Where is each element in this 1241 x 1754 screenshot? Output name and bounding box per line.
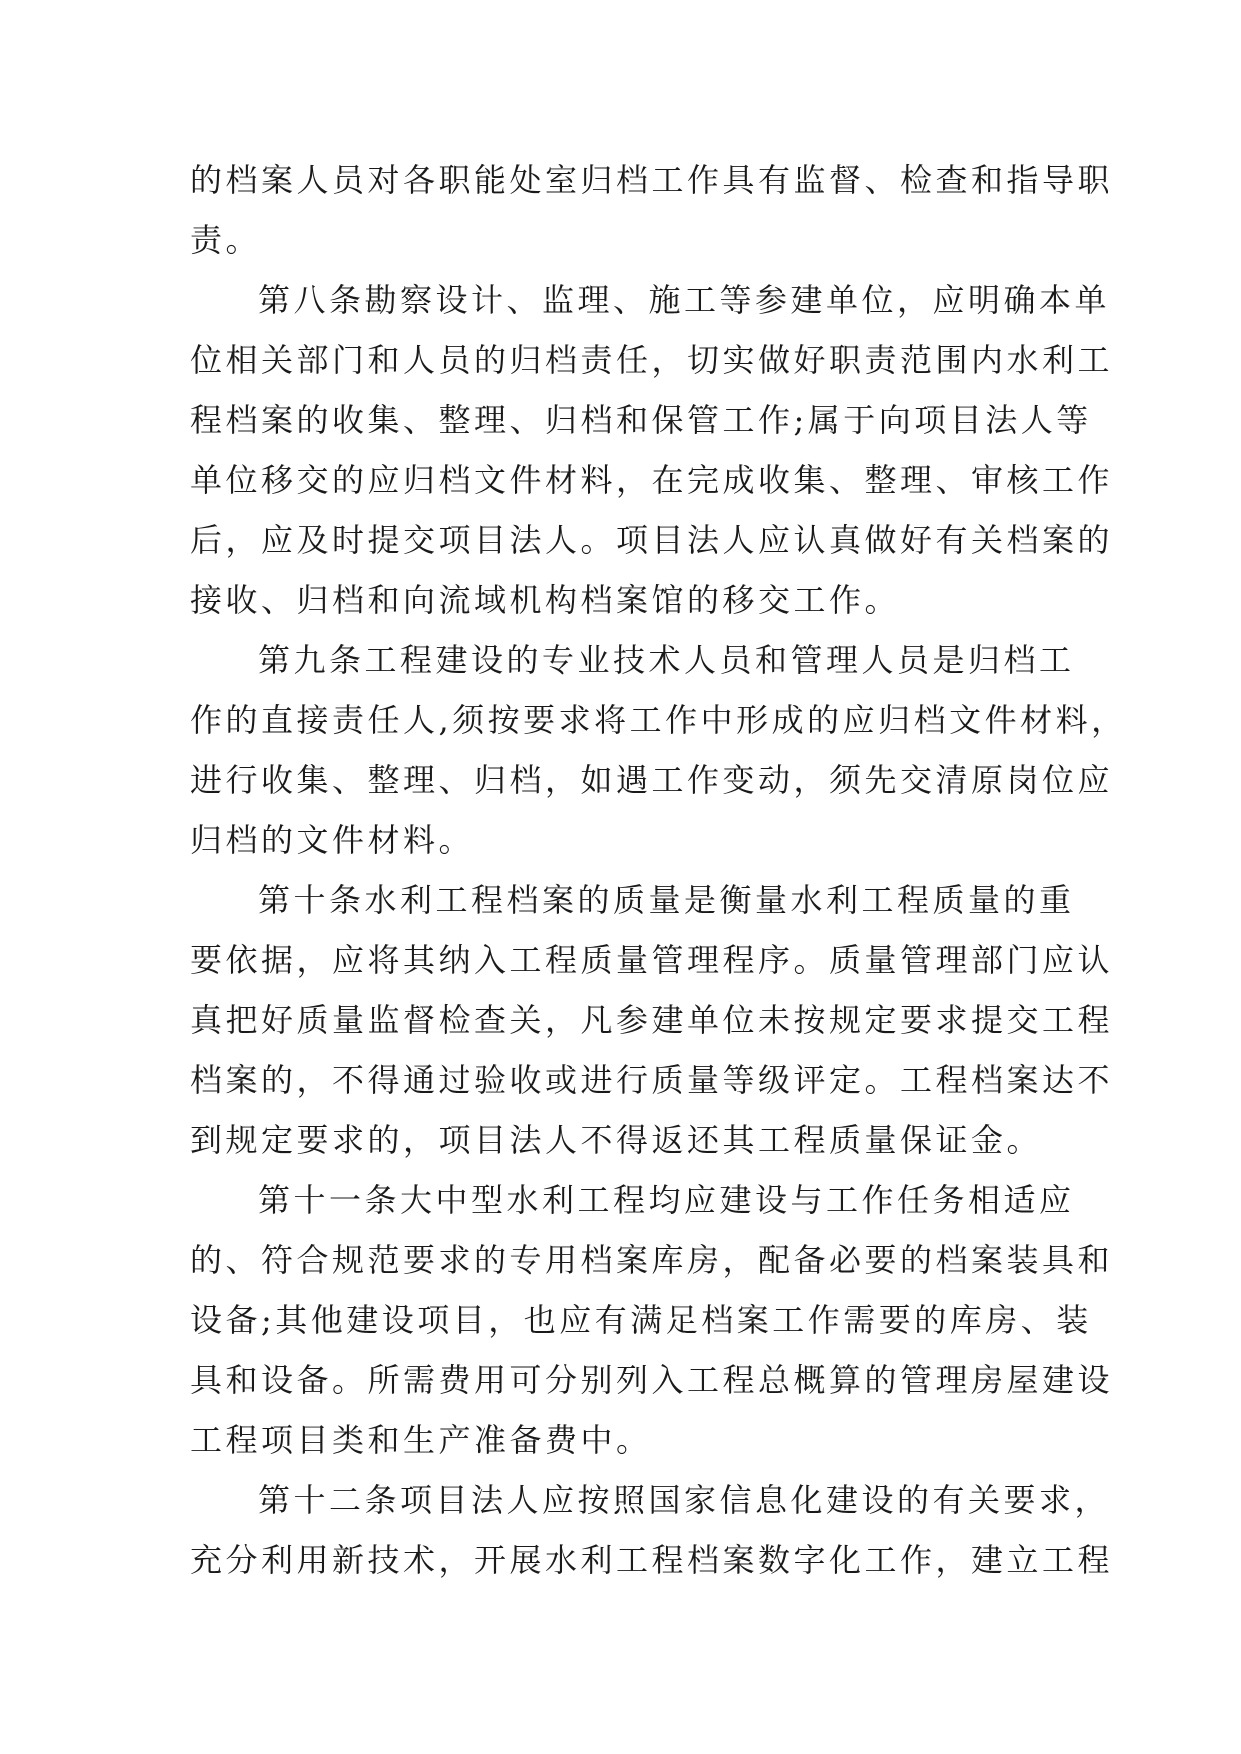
text-line: 到规定要求的，项目法人不得返还其工程质量保证金。 bbox=[190, 1121, 1043, 1159]
text-line: 档案的，不得通过验收或进行质量等级评定。工程档案达不 bbox=[190, 1061, 1114, 1099]
text-line: 作的直接责任人,须按要求将工作中形成的应归档文件材料， bbox=[190, 701, 1127, 739]
text-line: 责。 bbox=[190, 221, 262, 259]
text-line: 要依据，应将其纳入工程质量管理程序。质量管理部门应认 bbox=[190, 941, 1114, 979]
article-12-first-line: 第十二条项目法人应按照国家信息化建设的有关要求， bbox=[258, 1481, 1111, 1519]
text-line: 工程项目类和生产准备费中。 bbox=[190, 1421, 652, 1459]
text-line: 具和设备。所需费用可分别列入工程总概算的管理房屋建设 bbox=[190, 1361, 1114, 1399]
article-11-first-line: 第十一条大中型水利工程均应建设与工作任务相适应 bbox=[258, 1181, 1075, 1219]
text-line: 充分利用新技术，开展水利工程档案数字化工作，建立工程 bbox=[190, 1541, 1114, 1579]
article-8-first-line: 第八条勘察设计、监理、施工等参建单位，应明确本单 bbox=[258, 281, 1111, 319]
text-line: 后，应及时提交项目法人。项目法人应认真做好有关档案的 bbox=[190, 521, 1114, 559]
text-line: 设备;其他建设项目，也应有满足档案工作需要的库房、装 bbox=[190, 1301, 1092, 1339]
text-line: 位相关部门和人员的归档责任，切实做好职责范围内水利工 bbox=[190, 341, 1114, 379]
document-body bbox=[190, 150, 1127, 1590]
text-line: 的档案人员对各职能处室归档工作具有监督、检查和指导职 bbox=[190, 161, 1114, 199]
article-10-first-line: 第十条水利工程档案的质量是衡量水利工程质量的重 bbox=[258, 881, 1075, 919]
article-9-first-line: 第九条工程建设的专业技术人员和管理人员是归档工 bbox=[258, 641, 1075, 679]
text-line: 的、符合规范要求的专用档案库房，配备必要的档案装具和 bbox=[190, 1241, 1114, 1279]
text-line: 归档的文件材料。 bbox=[190, 821, 475, 859]
text-line: 进行收集、整理、归档，如遇工作变动，须先交清原岗位应 bbox=[190, 761, 1114, 799]
text-line: 真把好质量监督检查关，凡参建单位未按规定要求提交工程 bbox=[190, 1001, 1114, 1039]
text-line: 接收、归档和向流域机构档案馆的移交工作。 bbox=[190, 581, 901, 619]
text-line: 程档案的收集、整理、归档和保管工作;属于向项目法人等 bbox=[190, 401, 1092, 439]
text-line: 单位移交的应归档文件材料，在完成收集、整理、审核工作 bbox=[190, 461, 1114, 499]
